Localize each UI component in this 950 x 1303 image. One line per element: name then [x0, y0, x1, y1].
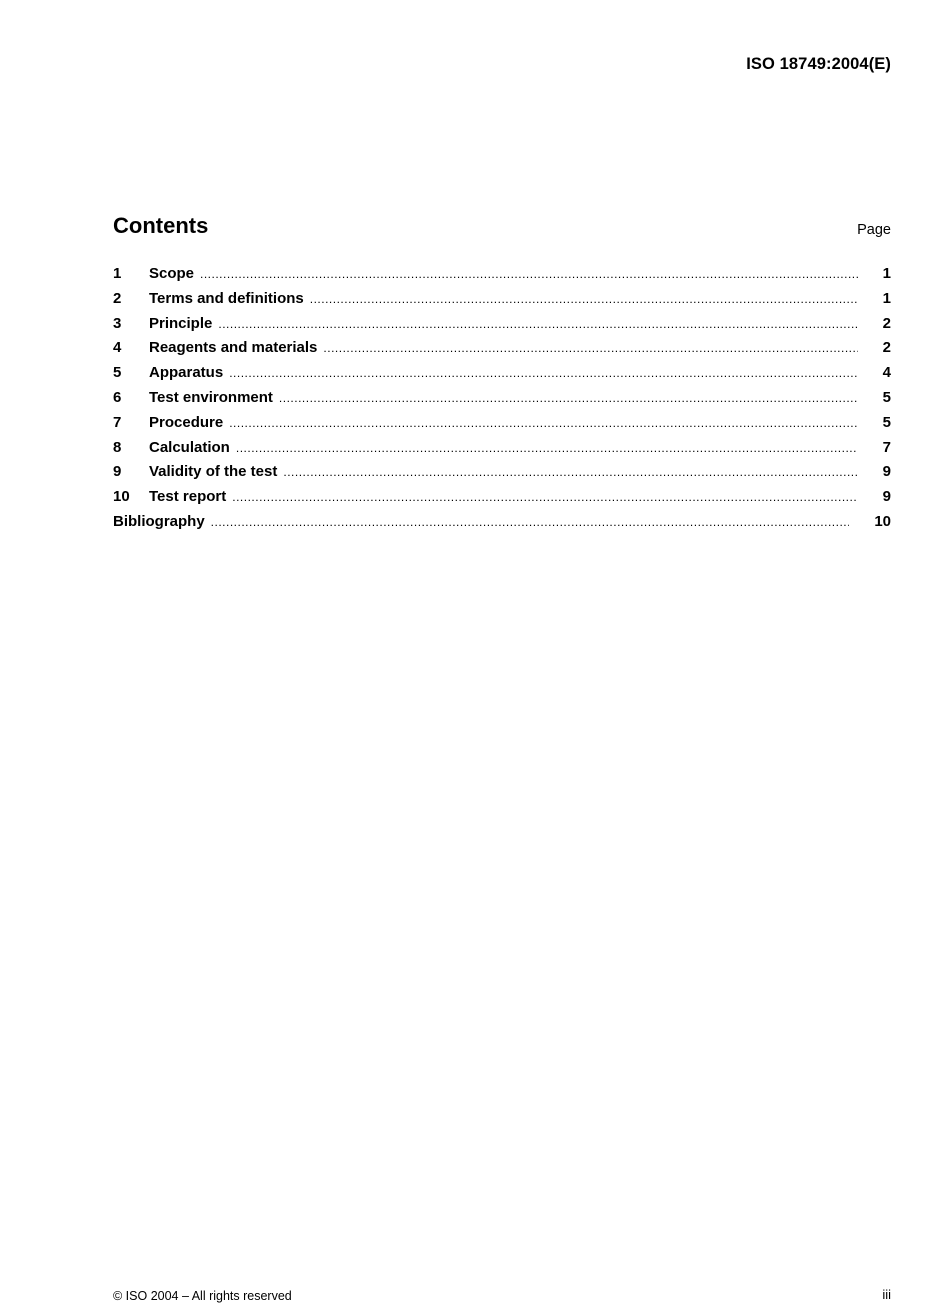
toc-entry-apparatus[interactable] [113, 364, 891, 389]
toc-entry-page: 5 [882, 388, 891, 406]
toc-entry-test-report[interactable] [113, 488, 891, 513]
dot-leader [236, 441, 858, 455]
toc-entry-page: 2 [882, 314, 891, 332]
toc-entry-number: 9 [113, 463, 122, 481]
toc-entry-page: 9 [882, 488, 891, 506]
toc-entry-bibliography[interactable] [113, 513, 891, 538]
toc-entry-title: Apparatus [149, 364, 224, 382]
toc-entry-number: 2 [113, 289, 122, 307]
toc-entry-number: 8 [113, 438, 122, 456]
dot-leader [279, 391, 858, 405]
table-of-contents [113, 265, 891, 538]
toc-entry-number: 5 [113, 364, 122, 382]
toc-entry-page: 7 [882, 438, 891, 456]
toc-entry-scope[interactable] [113, 265, 891, 290]
dot-leader [229, 416, 858, 430]
toc-entry-test-environment[interactable] [113, 389, 891, 414]
toc-entry-page: 1 [882, 265, 891, 282]
toc-entry-title: Procedure [149, 413, 224, 431]
dot-leader [310, 292, 858, 306]
toc-entry-reagents-and-materials[interactable] [113, 339, 891, 364]
dot-leader [229, 366, 858, 380]
toc-entry-procedure[interactable] [113, 414, 891, 439]
toc-entry-page: 10 [874, 512, 891, 530]
document-id-header: ISO 18749:2004(E) [746, 55, 891, 73]
contents-heading: Contents [113, 213, 209, 238]
toc-entry-calculation[interactable] [113, 439, 891, 464]
dot-leader [211, 515, 849, 529]
toc-entry-title: Scope [149, 265, 195, 282]
toc-entry-page: 2 [882, 339, 891, 357]
toc-entry-title: Calculation [149, 438, 230, 456]
toc-entry-number: 1 [113, 265, 122, 282]
toc-entry-number: 3 [113, 314, 122, 332]
dot-leader [200, 267, 858, 281]
toc-entry-validity-of-the-test[interactable] [113, 463, 891, 488]
toc-entry-number: 10 [113, 488, 130, 506]
page-column-label: Page [857, 222, 891, 238]
toc-entry-page: 1 [882, 289, 891, 307]
toc-entry-title: Test report [149, 488, 227, 506]
toc-entry-principle[interactable] [113, 315, 891, 340]
copyright-notice: © ISO 2004 – All rights reserved [113, 1289, 292, 1303]
dot-leader [323, 341, 858, 355]
toc-entry-title: Validity of the test [149, 463, 278, 481]
toc-entry-number: 6 [113, 388, 122, 406]
toc-entry-title: Reagents and materials [149, 339, 318, 357]
dot-leader [232, 490, 858, 504]
toc-entry-title: Bibliography [113, 512, 205, 530]
toc-entry-title: Test environment [149, 388, 273, 406]
toc-entry-page: 5 [882, 413, 891, 431]
toc-entry-number: 7 [113, 413, 122, 431]
toc-entry-page: 9 [882, 463, 891, 481]
toc-entry-number: 4 [113, 339, 122, 357]
toc-entry-title: Principle [149, 314, 213, 332]
dot-leader [283, 465, 858, 479]
toc-entry-page: 4 [882, 364, 891, 382]
dot-leader [218, 317, 858, 331]
toc-entry-title: Terms and definitions [149, 289, 304, 307]
toc-entry-terms-and-definitions[interactable] [113, 290, 891, 315]
page-number: iii [882, 1287, 891, 1302]
